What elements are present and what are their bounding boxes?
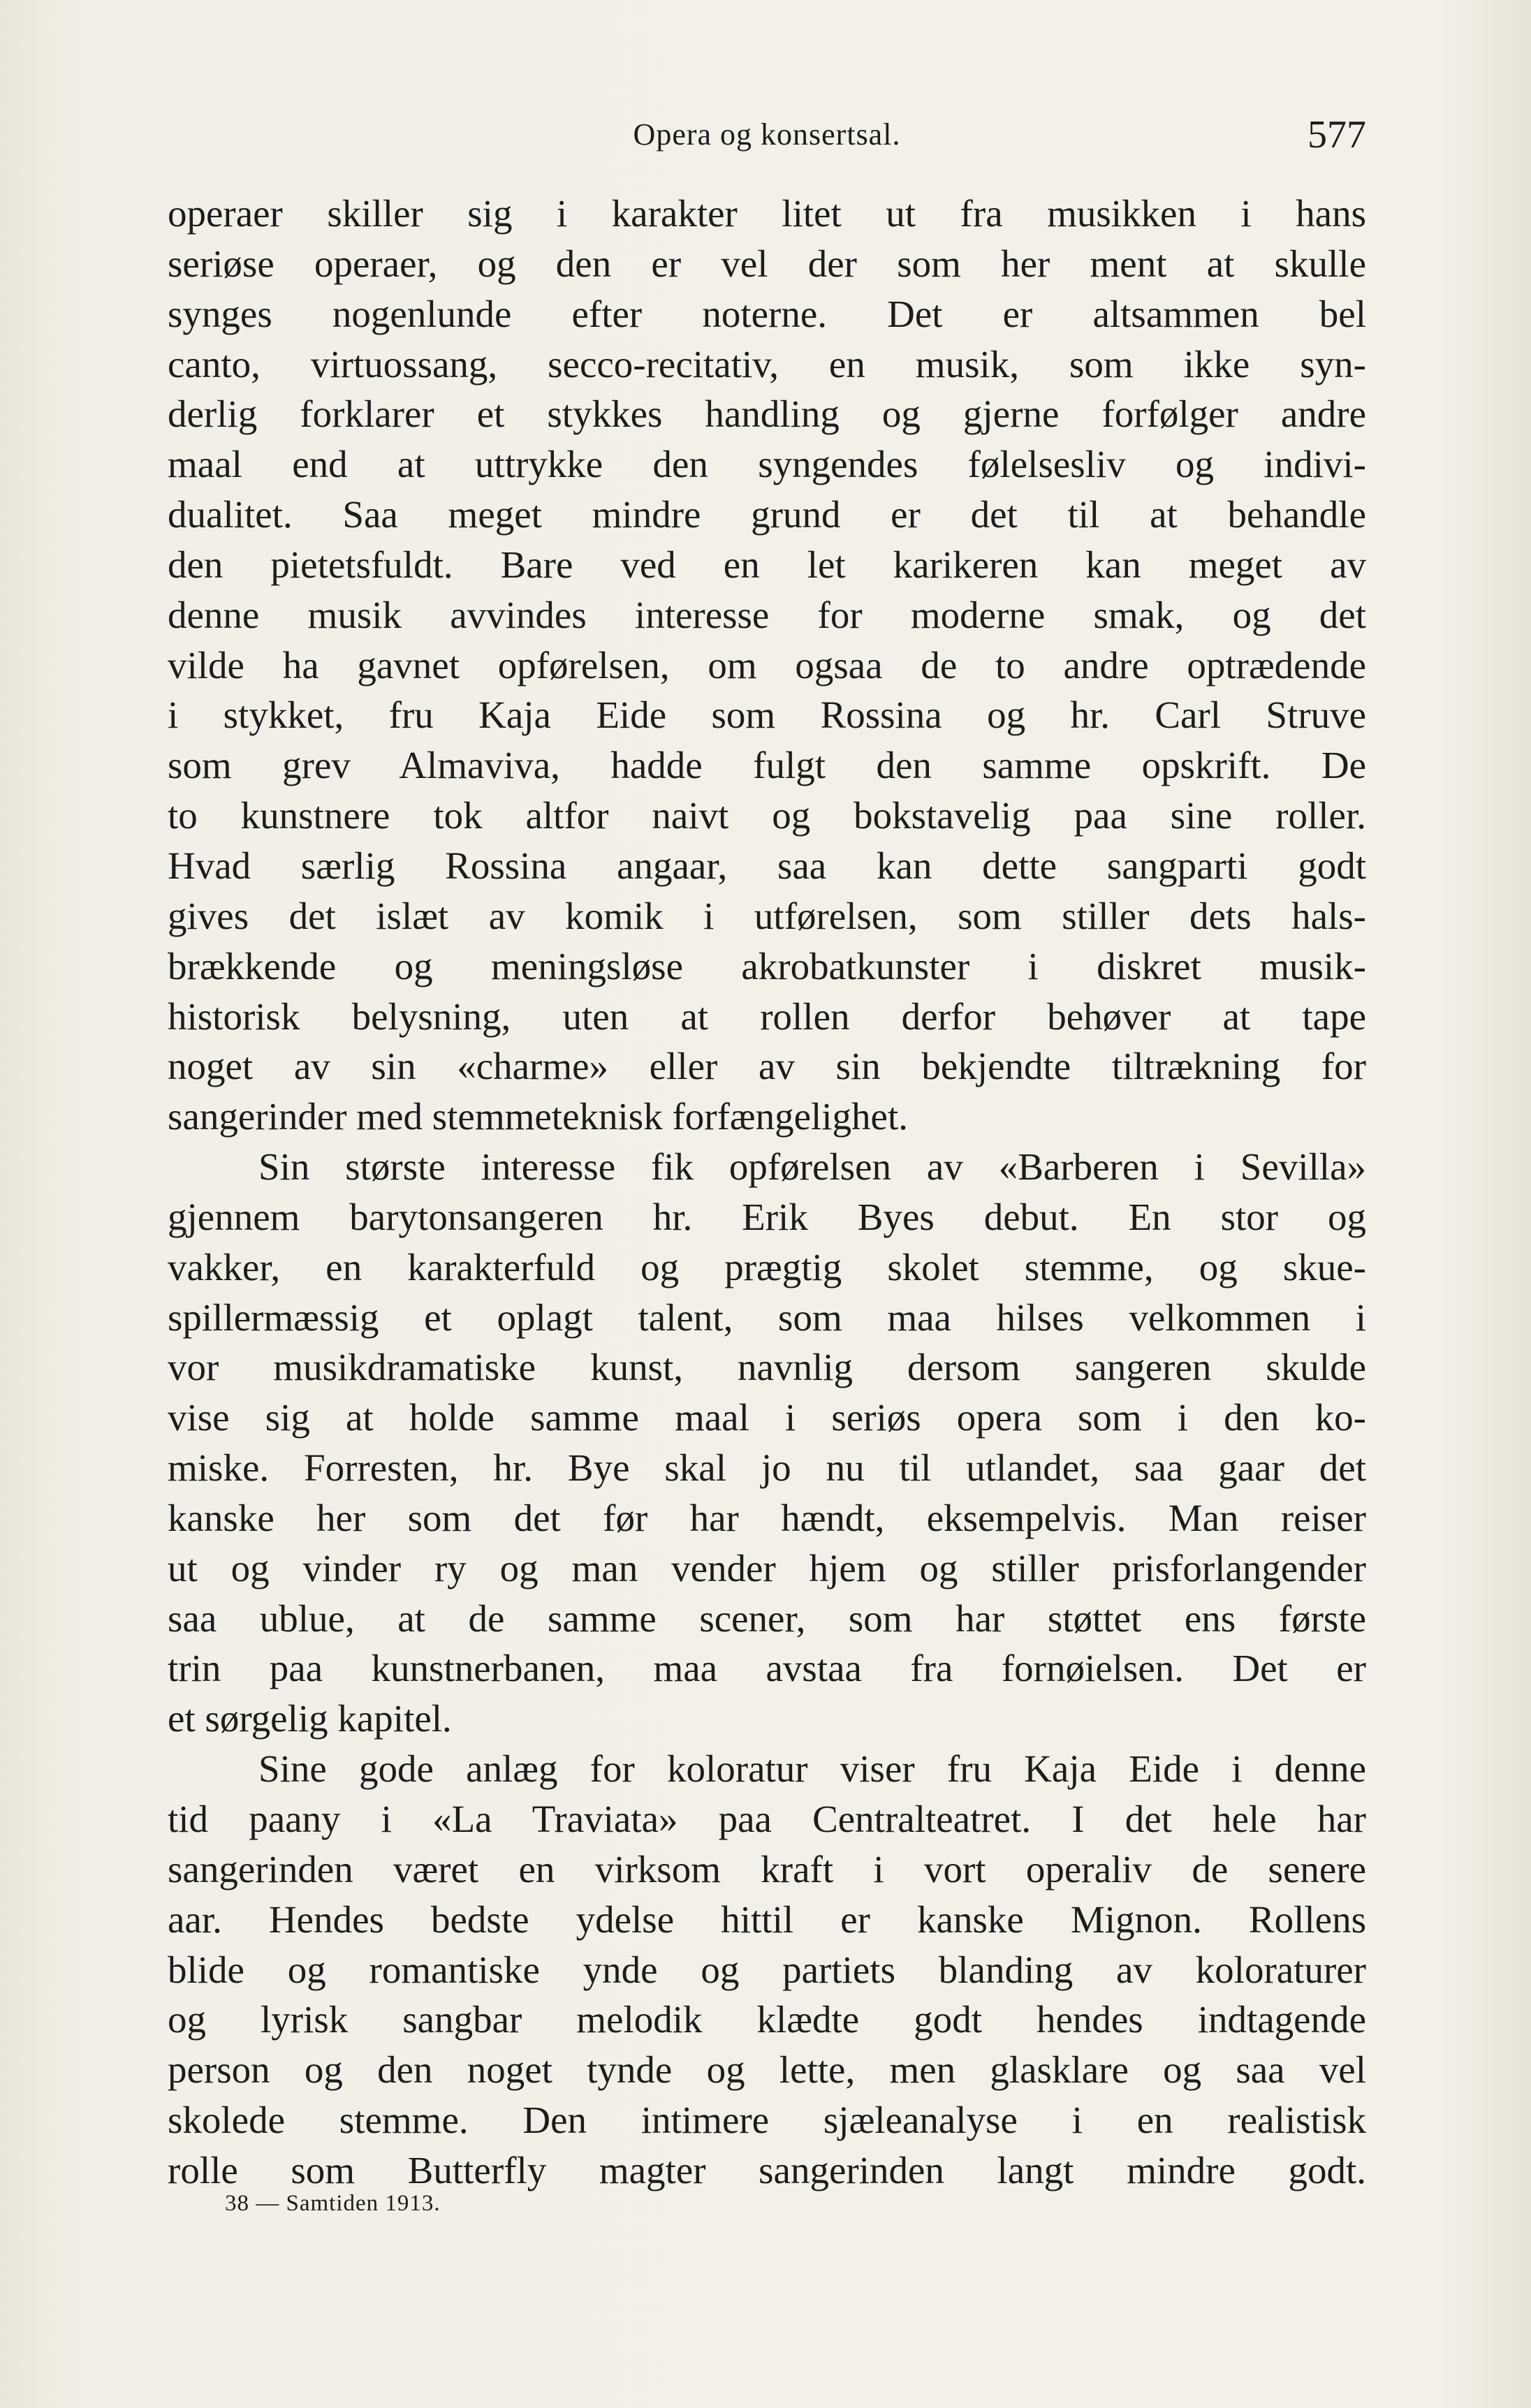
text-line: vakker, en karakterfuld og prægtig skolet stemme, og skue- — [168, 1245, 1366, 1289]
text-line: og lyrisk sangbar melodik klædte godt hendes indtagende — [168, 1998, 1366, 2041]
body-text — [168, 189, 1366, 2196]
text-line: seriøse operaer, og den er vel der som her ment at skulle — [168, 242, 1366, 285]
text-line: dualitet. Saa meget mindre grund er det til at behandle — [168, 493, 1366, 536]
text-line: noget av sin «charme» eller av sin bekjendte tiltrækning for — [168, 1045, 1366, 1088]
text-line: Sine gode anlæg for koloratur viser fru Kaja Eide i denne — [258, 1747, 1366, 1791]
text-line: blide og romantiske ynde og partiets blanding av koloraturer — [168, 1948, 1366, 1991]
text-line: to kunstnere tok altfor naivt og bokstavelig paa sine roller. — [168, 794, 1366, 837]
running-head — [168, 110, 1366, 159]
text-line: kanske her som det før har hændt, eksempelvis. Man reiser — [168, 1496, 1366, 1539]
text-line: tid paany i «La Traviata» paa Centralteatret. I det hele har — [168, 1798, 1366, 1840]
text-line: brækkende og meningsløse akrobatkunster i diskret musik- — [168, 944, 1366, 988]
text-line: canto, virtuossang, secco-recitativ, en musik, som ikke syn- — [168, 342, 1366, 386]
text-line: person og den noget tynde og lette, men glasklare og saa vel — [168, 2048, 1366, 2092]
text-line: som grev Almaviva, hadde fulgt den samme opskrift. De — [168, 744, 1366, 787]
text-line: aar. Hendes bedste ydelse hittil er kanske Mignon. Rollens — [168, 1897, 1366, 1941]
text-line: skolede stemme. Den intimere sjæleanalyse i en realistisk — [168, 2099, 1366, 2142]
page-number: 577 — [1307, 113, 1366, 156]
text-line: denne musik avvindes interesse for moderne smak, og det — [168, 593, 1366, 636]
text-line: historisk belysning, uten at rollen derfor behøver at tape — [168, 994, 1366, 1038]
text-line: vor musikdramatiske kunst, navnlig dersom sangeren skulde — [168, 1346, 1366, 1389]
text-line: Hvad særlig Rossina angaar, saa kan dette sangparti godt — [168, 844, 1366, 887]
text-line: gjennem barytonsangeren hr. Erik Byes debut. En stor og — [168, 1195, 1366, 1238]
signature-mark: 38 — Samtiden 1913. — [225, 2191, 441, 2216]
text-line: derlig forklarer et stykkes handling og gjerne forfølger andre — [168, 392, 1366, 436]
running-title: Opera og konsertsal. — [633, 117, 901, 152]
text-line: sangerinder med stemmeteknisk forfængelighet. — [168, 1095, 908, 1138]
text-line: maal end at uttrykke den syngendes følelsesliv og indivi- — [168, 443, 1366, 486]
text-line: sangerinden været en virksom kraft i vort operaliv de senere — [168, 1847, 1366, 1891]
text-line: vilde ha gavnet opførelsen, om ogsaa de to andre optrædende — [168, 643, 1366, 687]
text-line: synges nogenlunde efter noterne. Det er altsammen bel — [168, 292, 1366, 335]
text-line: i stykket, fru Kaja Eide som Rossina og hr. Carl Struve — [168, 693, 1366, 737]
text-line: vise sig at holde samme maal i seriøs opera som i den ko- — [168, 1396, 1366, 1439]
text-line: den pietetsfuldt. Bare ved en let karikeren kan meget av — [168, 543, 1366, 586]
text-line: saa ublue, at de samme scener, som har støttet ens første — [168, 1596, 1366, 1640]
text-line: ut og vinder ry og man vender hjem og stiller prisforlangender — [168, 1546, 1366, 1590]
text-line: et sørgelig kapitel. — [168, 1697, 452, 1740]
text-line: Sin største interesse fik opførelsen av «Barberen i Sevilla» — [258, 1145, 1366, 1189]
text-line: gives det islæt av komik i utførelsen, som stiller dets hals- — [168, 894, 1366, 937]
text-line: spillermæssig et oplagt talent, som maa hilses velkommen i — [168, 1295, 1366, 1339]
text-line: trin paa kunstnerbanen, maa avstaa fra fornøielsen. Det er — [168, 1647, 1366, 1690]
text-line: operaer skiller sig i karakter litet ut fra musikken i hans — [168, 192, 1366, 235]
text-line: rolle som Butterfly magter sangerinden langt mindre godt. — [168, 2148, 1366, 2192]
text-line: miske. Forresten, hr. Bye skal jo nu til utlandet, saa gaar det — [168, 1446, 1366, 1490]
